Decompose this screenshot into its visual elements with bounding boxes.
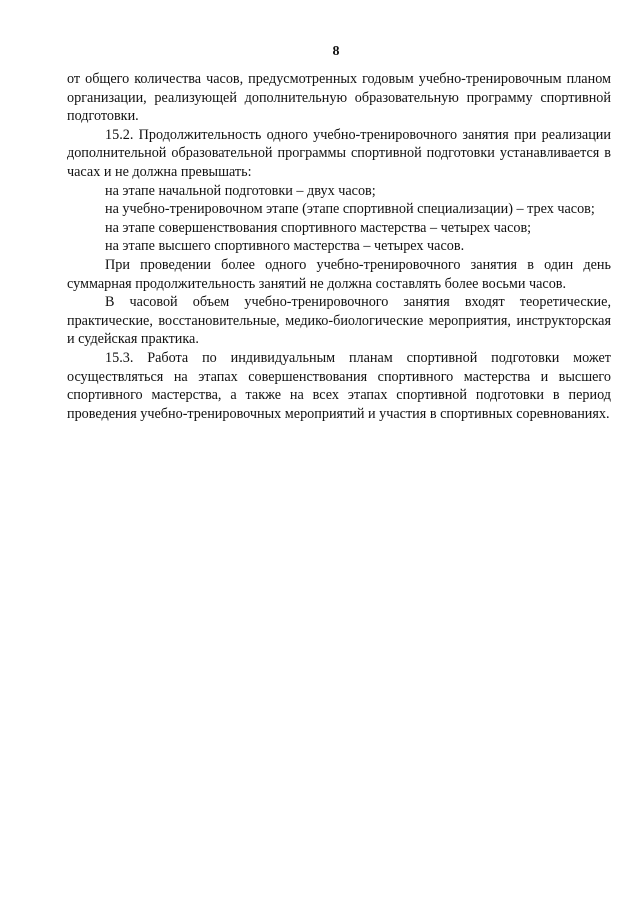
paragraph-hour-volume: В часовой объем учебно-тренировочного занятия входят теоретические, практические, восстановительные, медико-биологические мероприятия, инструкторская и судейская практика. xyxy=(67,294,611,348)
paragraph-continuation: от общего количества часов, предусмотренных годовым учебно-тренировочным планом организации, реализующей дополнительную образовательную программу спортивной подготовки. xyxy=(67,71,611,125)
list-item-improvement-stage: на этапе совершенствования спортивного мастерства – четырех часов; xyxy=(105,219,532,236)
page-number: 8 xyxy=(332,44,340,59)
paragraph-daily-limit: При проведении более одного учебно-тренировочного занятия в один день суммарная продолжительность занятий не должна составлять более восьми часов. xyxy=(67,256,611,292)
list-item-highest-stage: на этапе высшего спортивного мастерства – четырех часов. xyxy=(105,238,465,255)
paragraph-15-3: 15.3. Работа по индивидуальным планам спортивной подготовки может осуществляться на этапах совершенствования спортивного мастерства и высшего спортивного мастерства, а также на всех этапах спортивной подготовки в период проведения учебно-тренировочных мероприятий и участия в спортивных соревнованиях. xyxy=(67,349,611,422)
document-body xyxy=(67,70,611,423)
paragraph-15-2: 15.2. Продолжительность одного учебно-тренировочного занятия при реализации дополнительной образовательной программы спортивной подготовки устанавливается в часах и не должна превышать: xyxy=(67,126,611,180)
list-item-training-stage: на учебно-тренировочном этапе (этапе спортивной специализации) – трех часов; xyxy=(105,201,595,218)
list-item-initial-stage: на этапе начальной подготовки – двух часов; xyxy=(105,182,376,199)
